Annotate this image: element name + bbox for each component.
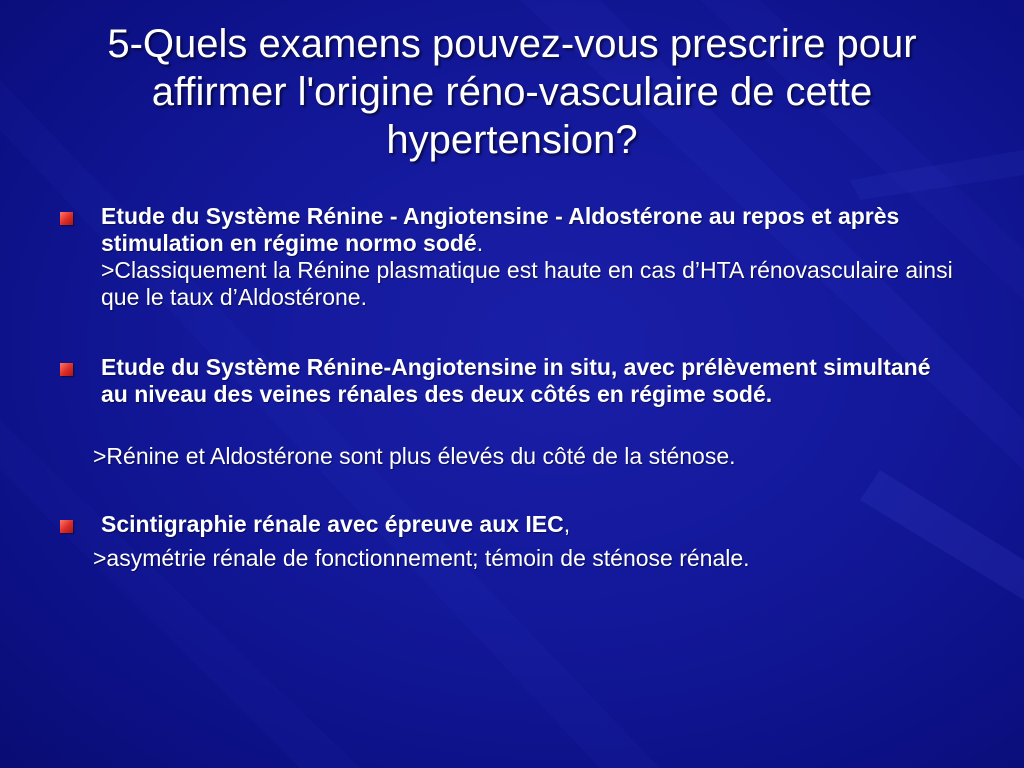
square-bullet-icon [60, 363, 73, 376]
bullet-detail-renin-in-situ: >Rénine et Aldostérone sont plus élevés du côté de la sténose. [93, 443, 736, 469]
bullet-heading: Etude du Système Rénine - Angiotensine - Aldostérone au repos et après stimulation en régime normo sodé [101, 203, 900, 256]
bullet-item-renin-in-situ [60, 354, 960, 408]
square-bullet-icon [60, 212, 73, 225]
bullet-detail: >Classiquement la Rénine plasmatique est haute en cas d’HTA rénovasculaire ainsi que le taux d’Aldostérone. [101, 257, 953, 310]
bullet-heading-suffix: . [476, 230, 484, 256]
bullet-item-renin-system [60, 203, 960, 311]
square-bullet-icon [60, 520, 73, 533]
bullet-heading: Etude du Système Rénine-Angiotensine in situ, avec prélèvement simultané au niveau des veines rénales des deux côtés en régime sodé. [101, 354, 931, 407]
bullet-text [101, 511, 960, 538]
bullet-text [101, 354, 960, 408]
bullet-text [101, 203, 960, 311]
bullet-heading: Scintigraphie rénale avec épreuve aux IEC [101, 511, 564, 537]
slide-title: 5-Quels examens pouvez-vous prescrire pour affirmer l'origine réno-vasculaire de cette hypertension? [107, 22, 917, 162]
bullet-detail-scintigraphy: >asymétrie rénale de fonctionnement; témoin de sténose rénale. [93, 545, 750, 571]
bullet-heading-suffix: , [563, 511, 571, 537]
bullet-item-scintigraphy [60, 511, 960, 538]
